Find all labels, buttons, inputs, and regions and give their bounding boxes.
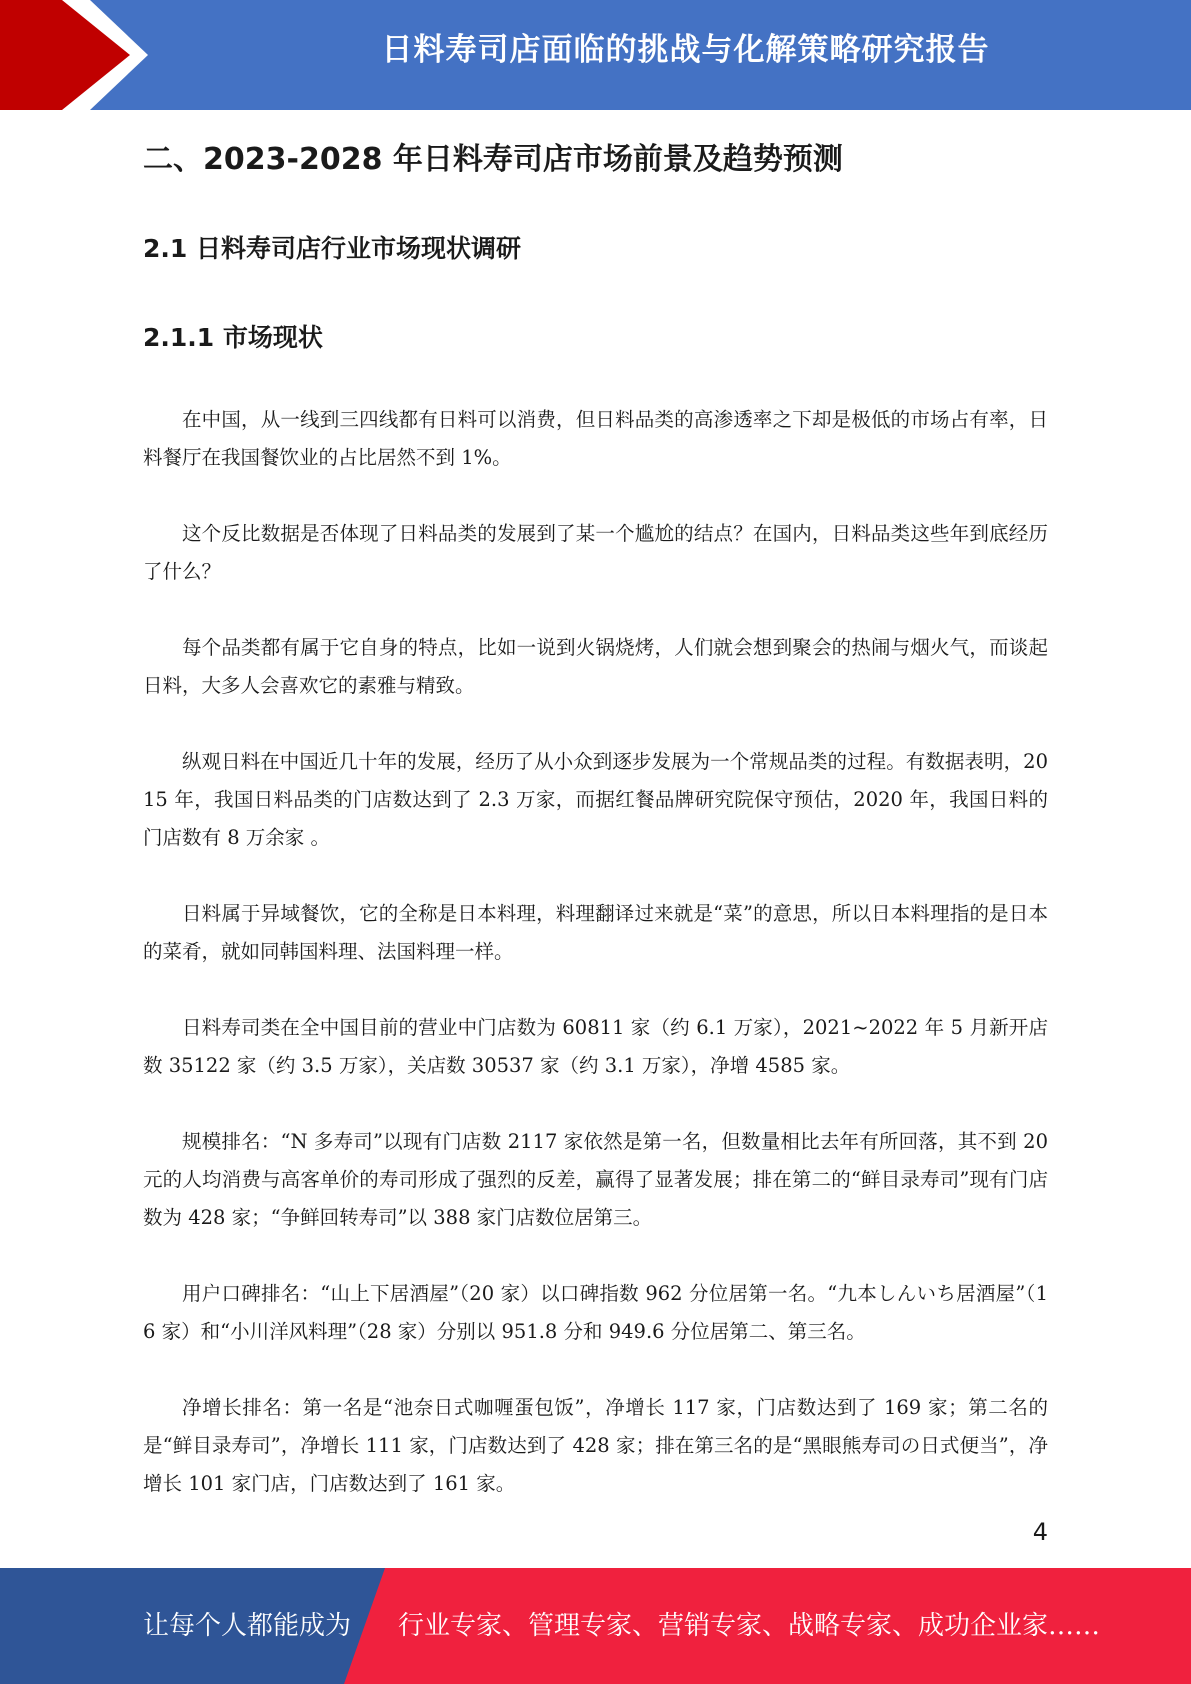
paragraph: 用户口碑排名：“山上下居酒屋”（20 家）以口碑指数 962 分位居第一名。“九本しんいち居酒屋”（16 家）和“小川洋风料理”（28 家）分别以 951.8 分和 949.6 分位居第二、第三名。 (143, 1282, 1048, 1343)
paragraph: 这个反比数据是否体现了日料品类的发展到了某一个尴尬的结点？在国内，日料品类这些年到底经历了什么？ (143, 522, 1048, 583)
paragraph: 纵观日料在中国近几十年的发展，经历了从小众到逐步发展为一个常规品类的过程。有数据表明，2015 年，我国日料品类的门店数达到了 2.3 万家，而据红餐品牌研究院保守预估，2020 年，我国日料的门店数有 8 万余家 。 (143, 750, 1048, 849)
page-number: 4 (1032, 1518, 1048, 1546)
paragraph: 每个品类都有属于它自身的特点，比如一说到火锅烧烤，人们就会想到聚会的热闹与烟火气，而谈起日料，大多人会喜欢它的素雅与精致。 (143, 636, 1048, 697)
paragraph: 在中国，从一线到三四线都有日料可以消费，但日料品类的高渗透率之下却是极低的市场占有率，日料餐厅在我国餐饮业的占比居然不到 1%。 (143, 408, 1048, 469)
page-content (143, 138, 1048, 1541)
paragraph: 规模排名：“N 多寿司”以现有门店数 2117 家依然是第一名，但数量相比去年有所回落，其不到 20 元的人均消费与高客单价的寿司形成了强烈的反差，赢得了显著发展；排在第二的“鲜目录寿司”现有门店数为 428 家；“争鲜回转寿司”以 388 家门店数位居第三。 (143, 1130, 1048, 1229)
subsection-heading: 2.1 日料寿司店行业市场现状调研 (143, 234, 521, 263)
paragraph: 净增长排名：第一名是“池奈日式咖喱蛋包饭”，净增长 117 家，门店数达到了 169 家；第二名的是“鲜目录寿司”，净增长 111 家，门店数达到了 428 家；排在第三名的是“黑眼熊寿司の日式便当”，净增长 101 家门店，门店数达到了 161 家。 (143, 1396, 1048, 1495)
footer-banner (0, 1568, 1191, 1684)
report-title: 日料寿司店面临的挑战与化解策略研究报告 (381, 32, 990, 68)
section-heading: 二、2023-2028 年日料寿司店市场前景及趋势预测 (143, 142, 843, 177)
footer-slogan-right: 行业专家、管理专家、营销专家、战略专家、成功企业家…… (398, 1611, 1101, 1641)
footer-slogan-left: 让每个人都能成为 (143, 1611, 352, 1641)
subsubsection-heading: 2.1.1 市场现状 (143, 323, 323, 352)
paragraph: 日料属于异域餐饮，它的全称是日本料理，料理翻译过来就是“菜”的意思，所以日本料理指的是日本的菜肴，就如同韩国料理、法国料理一样。 (143, 902, 1048, 963)
header-red-arrow-shape (0, 0, 160, 110)
paragraph: 日料寿司类在全中国目前的营业中门店数为 60811 家（约 6.1 万家），2021~2022 年 5 月新开店数 35122 家（约 3.5 万家），关店数 30537 家（约 3.1 万家），净增 4585 家。 (143, 1016, 1048, 1077)
body-text (143, 401, 1048, 1503)
header-banner (0, 0, 1191, 110)
